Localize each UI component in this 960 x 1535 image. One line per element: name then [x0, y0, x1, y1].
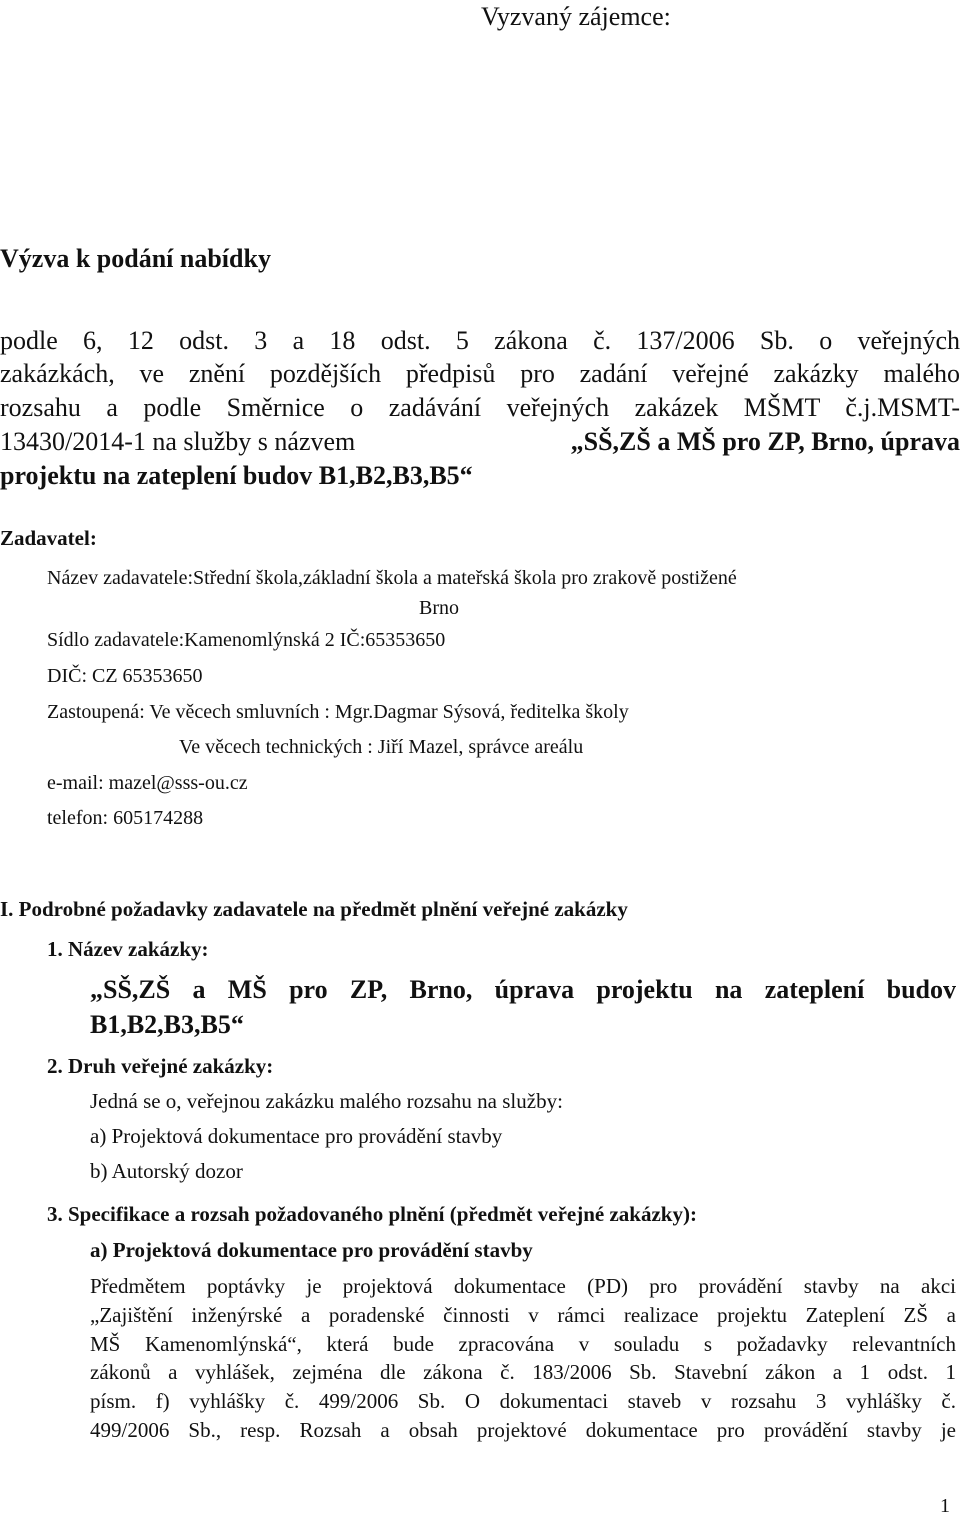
authority-dic: DIČ: CZ 65353650 — [47, 665, 203, 687]
authority-name-cont: Brno — [419, 597, 459, 619]
page-number: 1 — [940, 1495, 950, 1517]
authority-technical: Ve věcech technických : Jiří Mazel, správce areálu — [179, 736, 584, 758]
intro-line-2: zakázkách, ve znění pozdějších předpisů pro zadání veřejné zakázky malého — [0, 359, 960, 388]
document-title: Výzva k podání nabídky — [0, 244, 271, 273]
authority-name: Název zadavatele:Střední škola,základní škola a mateřská škola pro zrakově postižené — [47, 567, 737, 589]
authority-email: e-mail: mazel@sss-ou.cz — [47, 772, 248, 794]
item-1-label: 1. Název zakázky: — [47, 937, 209, 961]
item-2-option-a: a) Projektová dokumentace pro provádění stavby — [90, 1124, 503, 1148]
authority-seat: Sídlo zadavatele:Kamenomlýnská 2 IČ:65353650 — [47, 629, 446, 651]
section-1-heading: I. Podrobné požadavky zadavatele na předmět plnění veřejné zakázky — [0, 897, 628, 921]
authority-heading: Zadavatel: — [0, 526, 97, 550]
item-2-text: Jedná se o, veřejnou zakázku malého rozsahu na služby: — [90, 1089, 563, 1113]
item-3-subheading: a) Projektová dokumentace pro provádění stavby — [90, 1238, 533, 1262]
authority-phone: telefon: 605174288 — [47, 807, 204, 829]
item-2-label: 2. Druh veřejné zakázky: — [47, 1054, 274, 1078]
item-3-line-4: zákonů a vyhlášek, zejména dle zákona č. 183/2006 Sb. Stavební zákon a 1 odst. 1 — [90, 1360, 956, 1384]
intro-line-4 — [0, 425, 960, 459]
intro-line-1: podle 6, 12 odst. 3 a 18 odst. 5 zákona č. 137/2006 Sb. o veřejných — [0, 326, 960, 355]
item-3-line-3: MŠ Kamenomlýnská“, která bude zpracována v souladu s požadavky relevantních — [90, 1332, 956, 1356]
item-3-line-1: Předmětem poptávky je projektová dokumentace (PD) pro provádění stavby na akci — [90, 1274, 956, 1298]
item-1-title-line-1: „SŠ,ZŠ a MŠ pro ZP, Brno, úprava projektu na zateplení budov — [90, 975, 956, 1004]
item-3-line-6: 499/2006 Sb., resp. Rozsah a obsah projektové dokumentace pro provádění stavby je — [90, 1418, 956, 1442]
intro-line-4-plain: 13430/2014-1 na služby s názvem — [0, 427, 356, 456]
contract-name-bold: „SŠ,ZŠ a MŠ pro ZP, Brno, úprava — [570, 427, 960, 456]
item-3-label: 3. Specifikace a rozsah požadovaného plnění (předmět veřejné zakázky): — [47, 1202, 697, 1226]
item-1-title-line-2: B1,B2,B3,B5“ — [90, 1010, 244, 1039]
item-3-line-5: písm. f) vyhlášky č. 499/2006 Sb. O dokumentaci staveb v rozsahu 3 vyhlášky č. — [90, 1389, 956, 1413]
authority-represented: Zastoupená: Ve věcech smluvních : Mgr.Dagmar Sýsová, ředitelka školy — [47, 701, 629, 723]
contract-name-bold-cont: projektu na zateplení budov B1,B2,B3,B5“ — [0, 461, 473, 490]
item-3-line-2: „Zajištění inženýrské a poradenské činnosti v rámci realizace projektu Zateplení ZŠ a — [90, 1303, 956, 1327]
intro-line-3: rozsahu a podle Směrnice o zadávání veřejných zakázek MŠMT č.j.MSMT- — [0, 393, 960, 422]
item-2-option-b: b) Autorský dozor — [90, 1159, 243, 1183]
recipient-header: Vyzvaný zájemce: — [481, 2, 671, 31]
